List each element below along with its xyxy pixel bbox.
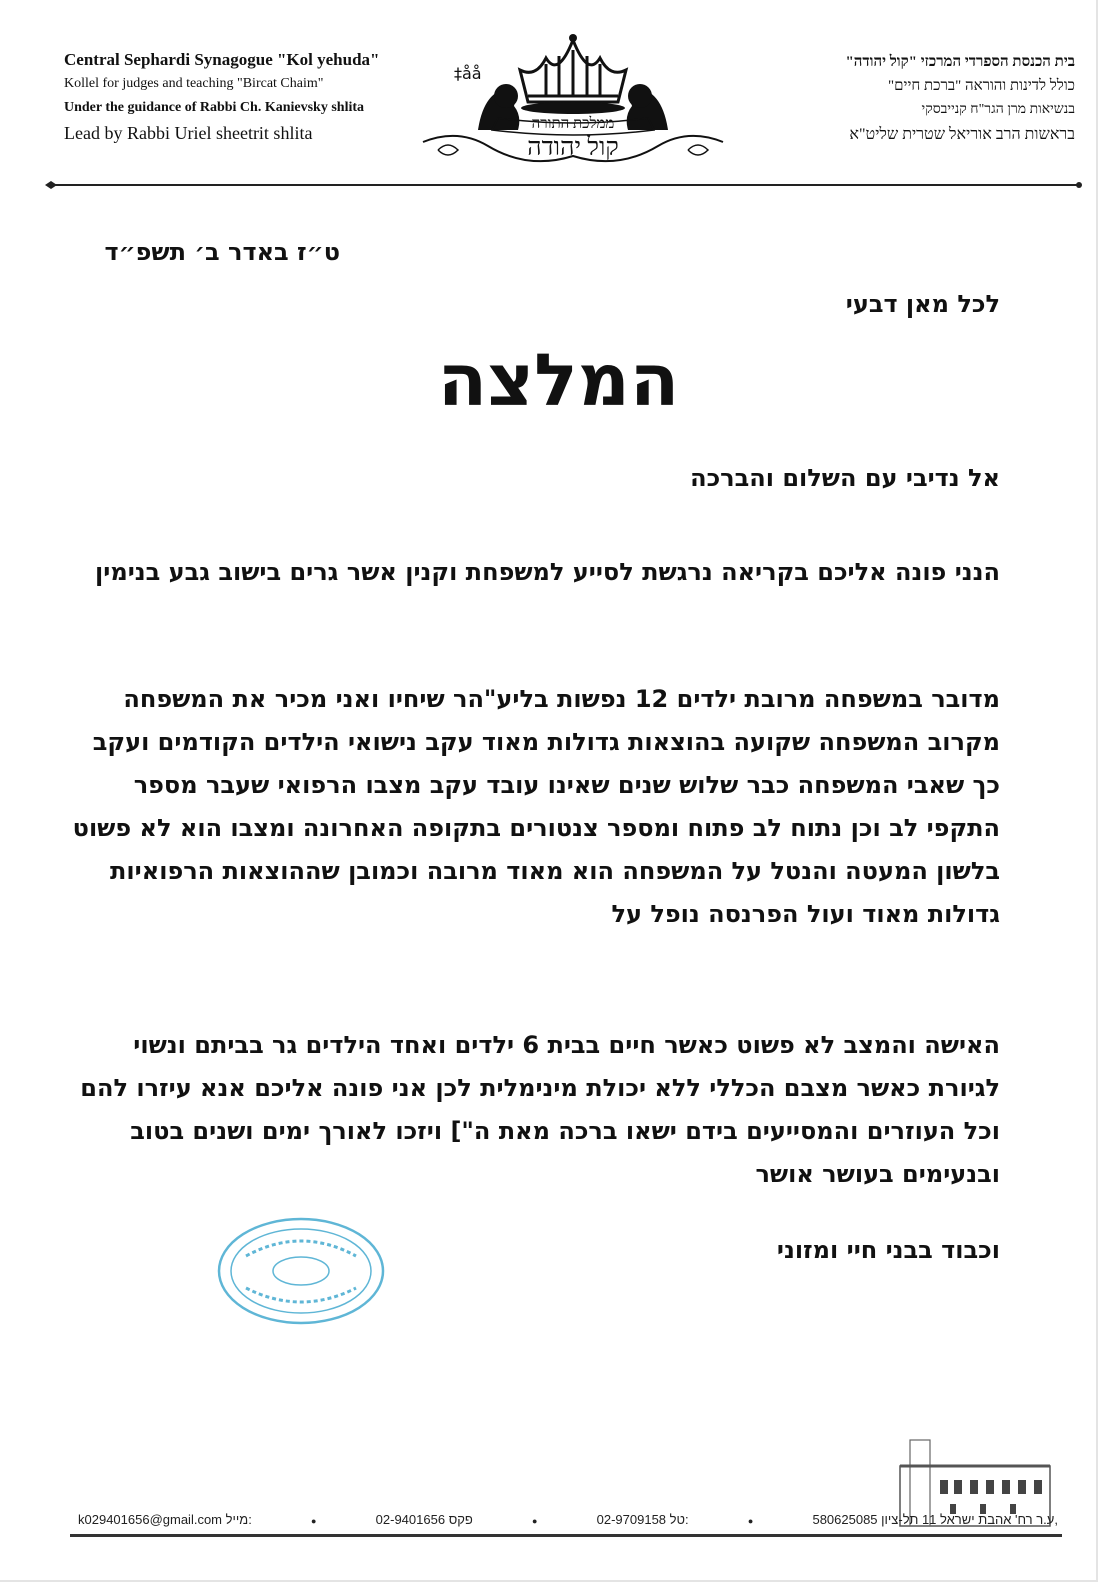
- logo-name: קול יהודה: [527, 134, 619, 161]
- official-stamp-icon: [216, 1216, 386, 1326]
- footer-phone-label: טל:: [669, 1512, 689, 1527]
- header-he-line3: בנשיאות מרן הגר"ח קנייבסקי: [921, 102, 1075, 117]
- footer-divider: [70, 1534, 1062, 1537]
- footer-email: k029401656@gmail.com: [78, 1512, 223, 1527]
- footer-fax: 02-9401656: [375, 1512, 446, 1527]
- synagogue-logo: [418, 30, 728, 175]
- footer-bullet-icon: ●: [532, 1516, 538, 1526]
- footer-fax-group: [376, 1512, 473, 1527]
- letter-date: ט״ז באדר ב׳ תשפ״ד: [104, 238, 340, 266]
- footer-org-number: 580625085: [812, 1512, 878, 1527]
- header-he-line1: בית הכנסת הספרדי המרכזי "קול יהודה": [845, 54, 1075, 70]
- footer-contact-bar: [78, 1512, 1058, 1527]
- footer-phone-group: [597, 1512, 689, 1527]
- header-he-line4: בראשות הרב אוריאל שטרית שליט"א: [849, 126, 1075, 143]
- letter-title: המלצה: [437, 338, 680, 422]
- footer-email-group: [78, 1512, 252, 1527]
- header-en-line1: Central Sephardi Synagogue "Kol yehuda": [64, 50, 380, 69]
- letter-paragraph-2: מדובר במשפחה מרובת ילדים 12 נפשות בליע"הר שיחיו ואני מכיר את המשפחה מקרוב המשפחה שקועה בהוצאות גדולות מאוד עקב נישואי הילדים הקודמים ועקב כך שאבי המשפחה כבר שלוש שנים שאינו עובד עקב מצבו הרפואי שעבר מספר התקפי לב וכן נתוח לב פתוח ומספר צנטורים בתקופה האחרונה ומצבו הוא לא פשוט בלשון המעטה והנטל על המשפחה הוא מאוד מרובה וכמובן שההוצאות הרפואיות גדולות מאוד ועול הפרנסה נופל על: [72, 685, 1000, 928]
- header-en-line4: Lead by Rabbi Uriel sheetrit shlita: [64, 123, 313, 143]
- header-en-line3: Under the guidance of Rabbi Ch. Kanievsky shlita: [64, 100, 365, 115]
- letter-closing: וכבוד בבני חיי ומזוני: [776, 1236, 1000, 1264]
- footer-phone: 02-9709158: [596, 1512, 667, 1527]
- footer-address: רח' אהבת ישראל 11 תל-ציון,: [881, 1512, 1058, 1527]
- footer-email-label: מייל:: [225, 1512, 252, 1527]
- footer-fax-label: פקס: [448, 1512, 473, 1527]
- footer-bullet-icon: ●: [311, 1516, 317, 1526]
- footer-bullet-icon: ●: [747, 1516, 754, 1526]
- header-en-line2: Kollel for judges and teaching "Bircat Chaim": [64, 76, 324, 91]
- header-he-line2: כולל לדינות והוראה "ברכת חיים": [888, 78, 1075, 94]
- logo-mark-glyphs: ‡åå: [454, 64, 482, 83]
- header-english: [64, 48, 424, 146]
- header-hebrew: [735, 50, 1075, 148]
- logo-tagline: ממלכת התורה: [531, 116, 615, 132]
- letter-salutation: אל נדיבי עם השלום והברכה: [690, 464, 1000, 492]
- letter-paragraph-1: הנני פונה אליכם בקריאה נרגשת לסייע למשפחת וקנין אשר גרים בישוב גבע בנימין: [95, 558, 1000, 586]
- letter-paragraph-3: האישה והמצב לא פשוט כאשר חיים בבית 6 ילדים ואחד הילדים גר בביתם ונשוי לגיורת כאשר מצבם הכללי ללא יכולת מינימלית לכן אני פונה אליכם אנא עיזרו להם וכל העוזרים והמסייעים בידם ישאו ברכה מאת ה"] ויזכו לאורך ימים ושנים בטוב ובנעימים בעושר אושר: [80, 1031, 1000, 1188]
- letter-greeting: לכל מאן דבעי: [845, 290, 1000, 318]
- footer-org-label: ע.ר: [1036, 1512, 1055, 1527]
- footer-org-group: [812, 1512, 1058, 1527]
- header-divider: [45, 180, 1085, 190]
